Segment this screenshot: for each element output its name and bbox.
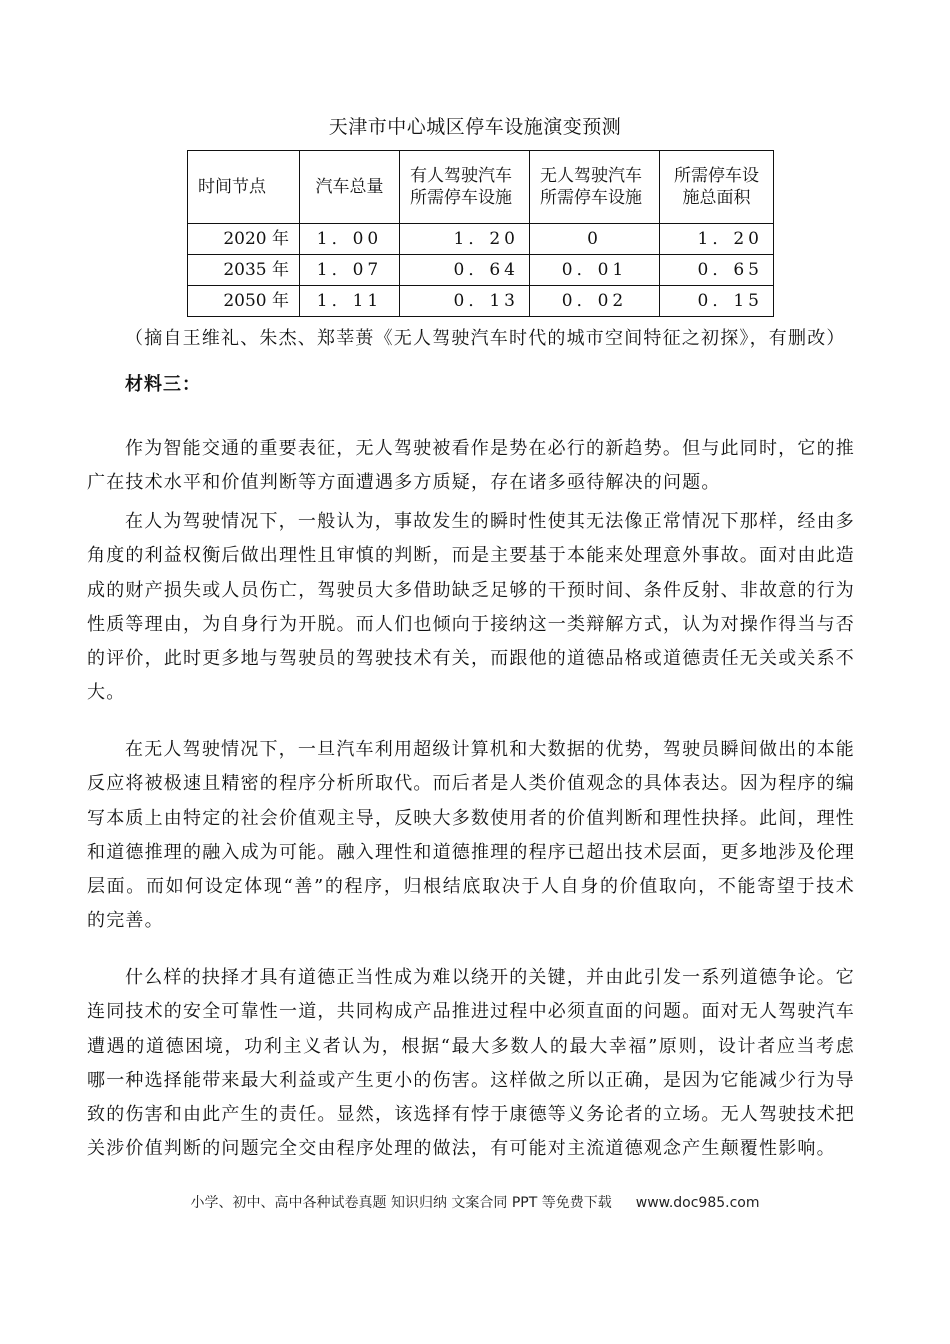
footer-url: www.doc985.com (635, 1195, 760, 1211)
paragraph-2: 在人为驾驶情况下，一般认为，事故发生的瞬时性使其无法像正常情况下那样，经由多角度的利益权衡后做出理性且审慎的判断，而是主要基于本能来处理意外事故。面对由此造成的财产损失或人员伤亡，驾驶员大多借助缺乏足够的干预时间、条件反射、非故意的行为性质等理由，为自身行为开脱。而人们也倾向于接纳这一类辩解方式，认为对操作得当与否的评价，此时更多地与驾驶员的驾驶技术有关，而跟他的道德品格或道德责任无关或关系不大。 (87, 511, 855, 704)
table-cell-car-total: 1．11 (300, 286, 400, 317)
header-car-total: 汽车总量 (300, 151, 400, 224)
table-cell-manned: 0．13 (400, 286, 530, 317)
header-manned-parking: 有人驾驶汽车所需停车设施 (400, 151, 530, 224)
table-cell-year: 2020 年 (188, 224, 300, 255)
header-driverless-parking: 无人驾驶汽车所需停车设施 (530, 151, 660, 224)
table-cell-car-total: 1．07 (300, 255, 400, 286)
header-time-node: 时间节点 (188, 151, 300, 224)
header-total-area: 所需停车设施总面积 (660, 151, 774, 224)
table-row (188, 286, 774, 317)
table-cell-driverless: 0 (530, 224, 660, 255)
table-cell-manned: 1．20 (400, 224, 530, 255)
citation: （摘自王维礼、朱杰、郑莘蒉《无人驾驶汽车时代的城市空间特征之初探》，有删改） (125, 328, 846, 349)
table-cell-year: 2050 年 (188, 286, 300, 317)
page-footer (0, 1192, 950, 1212)
table-cell-year: 2035 年 (188, 255, 300, 286)
table-cell-total-area: 1．20 (660, 224, 774, 255)
table-title: 天津市中心城区停车设施演变预测 (328, 116, 622, 138)
paragraph-4: 什么样的抉择才具有道德正当性成为难以绕开的关键，并由此引发一系列道德争论。它连同技术的安全可靠性一道，共同构成产品推进过程中必须直面的问题。面对无人驾驶汽车遭遇的道德困境，功利主义者认为，根据“最大多数人的最大幸福”原则，设计者应当考虑哪一种选择能带来最大利益或产生更小的伤害。这样做之所以正确，是因为它能减少行为导致的伤害和由此产生的责任。显然，该选择有悖于康德等义务论者的立场。无人驾驶技术把关涉价值判断的问题完全交由程序处理的做法，有可能对主流道德观念产生颠覆性影响。 (87, 967, 855, 1160)
paragraph-3: 在无人驾驶情况下，一旦汽车利用超级计算机和大数据的优势，驾驶员瞬间做出的本能反应将被极速且精密的程序分析所取代。而后者是人类价值观念的具体表达。因为程序的编写本质上由特定的社会价值观主导，反映大多数使用者的价值判断和理性抉择。此间，理性和道德推理的融入成为可能。融入理性和道德推理的程序已超出技术层面，更多地涉及伦理层面。而如何设定体现“善”的程序，归根结底取决于人自身的价值取向，不能寄望于技术的完善。 (87, 739, 855, 932)
table-row (188, 224, 774, 255)
footer-text: 小学、初中、高中各种试卷真题 知识归纳 文案合同 PPT 等免费下载 (190, 1195, 612, 1211)
parking-forecast-table (187, 150, 774, 317)
table-row (188, 255, 774, 286)
table-cell-manned: 0．64 (400, 255, 530, 286)
section-heading: 材料三： (125, 374, 201, 395)
table-cell-driverless: 0．02 (530, 286, 660, 317)
table-cell-driverless: 0．01 (530, 255, 660, 286)
table-header-row (188, 151, 774, 224)
table-cell-total-area: 0．15 (660, 286, 774, 317)
paragraph-1: 作为智能交通的重要表征，无人驾驶被看作是势在必行的新趋势。但与此同时，它的推广在技术水平和价值判断等方面遭遇多方质疑，存在诸多亟待解决的问题。 (87, 438, 855, 494)
table-cell-car-total: 1．00 (300, 224, 400, 255)
table-cell-total-area: 0．65 (660, 255, 774, 286)
